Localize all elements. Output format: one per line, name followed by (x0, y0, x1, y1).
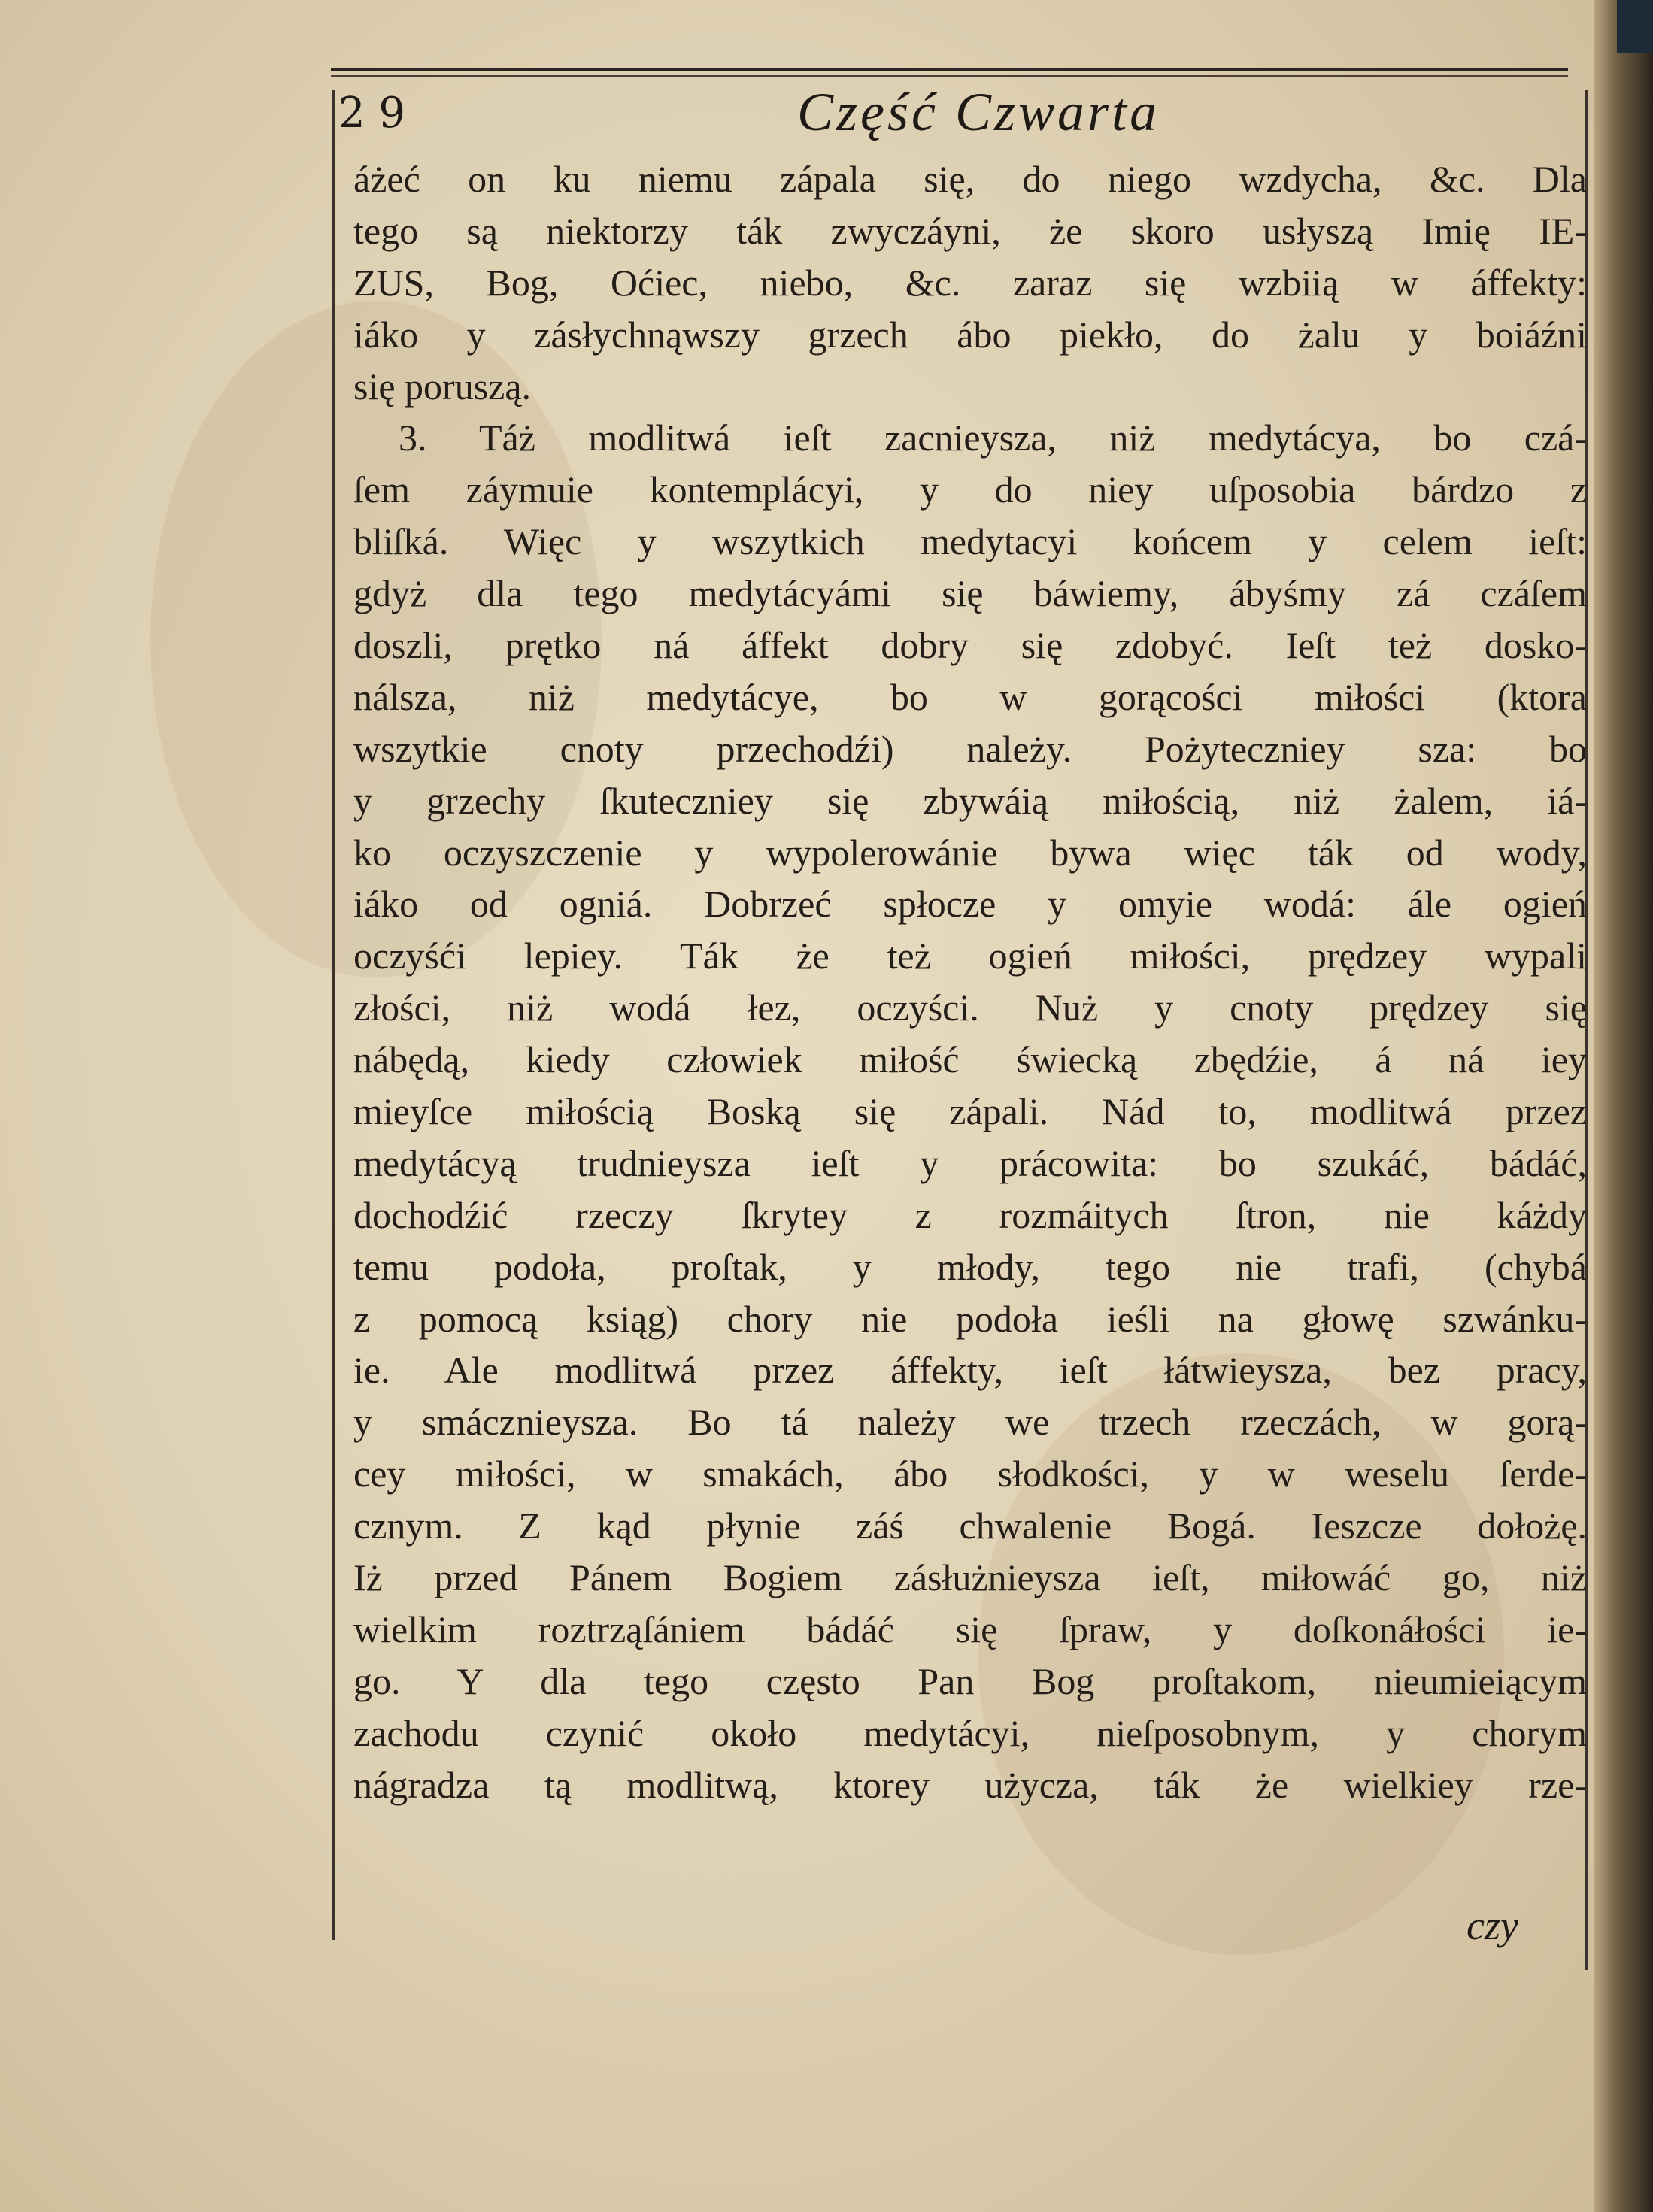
text-line: cey miłości, w smakách, ábo słodkości, y w weselu ſerde- (353, 1453, 1587, 1495)
text-line: áżeć on ku niemu zápala się, do niego wzdycha, &c. Dla (353, 158, 1587, 200)
text-line: ZUS, Bog, Oćiec, niebo, &c. zaraz się wzbiią w áffekty: (353, 261, 1587, 304)
text-line: nábędą, kiedy człowiek miłość świecką zbędźie, á ná iey (353, 1038, 1587, 1081)
text-line: Iż przed Pánem Bogiem zásłużnieysza ieſt, miłowáć go, niż (353, 1556, 1587, 1599)
text-line: cznym. Z kąd płynie záś chwalenie Bogá. Ieszcze dołożę. (353, 1504, 1587, 1547)
text-line: 3. Táż modlitwá ieſt zacnieysza, niż medytácya, bo czá- (399, 417, 1587, 459)
text-line: tego są niektorzy ták zwyczáyni, że skoro usłyszą Imię IE- (353, 209, 1587, 252)
left-margin-rule (332, 90, 335, 1940)
text-line: złości, niż wodá łez, oczyści. Nuż y cnoty prędzey się (353, 986, 1587, 1029)
text-line: zachodu czynić około medytácyi, nieſposobnym, y chorym (353, 1711, 1587, 1754)
header-rule-thin (331, 75, 1568, 77)
text-line: go. Y dla tego często Pan Bog proſtakom, nieumieiącym (353, 1659, 1587, 1702)
running-head (338, 83, 1579, 150)
text-line: bliſká. Więc y wszytkich medytacyi końcem y celem ieſt: (353, 520, 1587, 563)
book-spine (1594, 0, 1653, 2212)
background-edge (1617, 0, 1653, 53)
text-line: y smácznieysza. Bo tá należy we trzech rzeczách, w gorą- (353, 1401, 1587, 1444)
text-line: iáko od ogniá. Dobrzeć spłocze y omyie wodá: ále ogień (353, 883, 1587, 926)
text-line: iáko y zásłychnąwszy grzech ábo piekło, do żalu y boiáźni (353, 313, 1587, 356)
text-line: nálsza, niż medytácye, bo w gorącości miłości (ktora (353, 675, 1587, 718)
page-number: 2 9 (338, 89, 406, 138)
text-line: gdyż dla tego medytácyámi się báwiemy, ábyśmy zá czáſem (353, 572, 1587, 615)
page-title: Część Czwarta (797, 82, 1160, 142)
text-line: nágradza tą modlitwą, ktorey użycza, ták że wielkiey rze- (353, 1763, 1587, 1806)
text-line: medytácyą trudnieysza ieſt y prácowita: bo szukáć, bádáć, (353, 1141, 1587, 1184)
text-line: temu podoła, proſtak, y młody, tego nie trafi, (chybá (353, 1245, 1587, 1288)
text-line: z pomocą ksiąg) chory nie podoła ieśli na głowę szwánku- (353, 1297, 1587, 1340)
text-line: oczyśći lepiey. Ták że też ogień miłości, prędzey wypali (353, 935, 1587, 977)
text-line: doszli, prętko ná áffekt dobry się zdobyć. Ieſt też dosko- (353, 624, 1587, 667)
text-line: dochodźić rzeczy ſkrytey z rozmáitych ſtron, nie káżdy (353, 1193, 1587, 1236)
text-line: wszytkie cnoty przechodźi) należy. Pożyteczniey sza: bo (353, 727, 1587, 770)
text-line: ſem záymuie kontemplácyi, y do niey uſposobia bárdzo z (353, 468, 1587, 511)
text-line: się poruszą. (353, 365, 532, 408)
text-line: wielkim roztrząſániem bádáć się ſpraw, y doſkonáłości ie- (353, 1607, 1587, 1650)
body-text (353, 153, 1587, 1811)
text-line: y grzechy ſkuteczniey się zbywáią miłością, niż żalem, iá- (353, 779, 1587, 822)
text-line: ko oczyszczenie y wypolerowánie bywa więc ták od wody, (353, 831, 1587, 874)
header-rule (331, 68, 1568, 71)
text-line: ie. Ale modlitwá przez áffekty, ieſt łátwieysza, bez pracy, (353, 1349, 1587, 1392)
catchword: czy (1466, 1903, 1518, 1948)
text-line: mieyſce miłością Boską się zápali. Nád to, modlitwá przez (353, 1090, 1587, 1133)
